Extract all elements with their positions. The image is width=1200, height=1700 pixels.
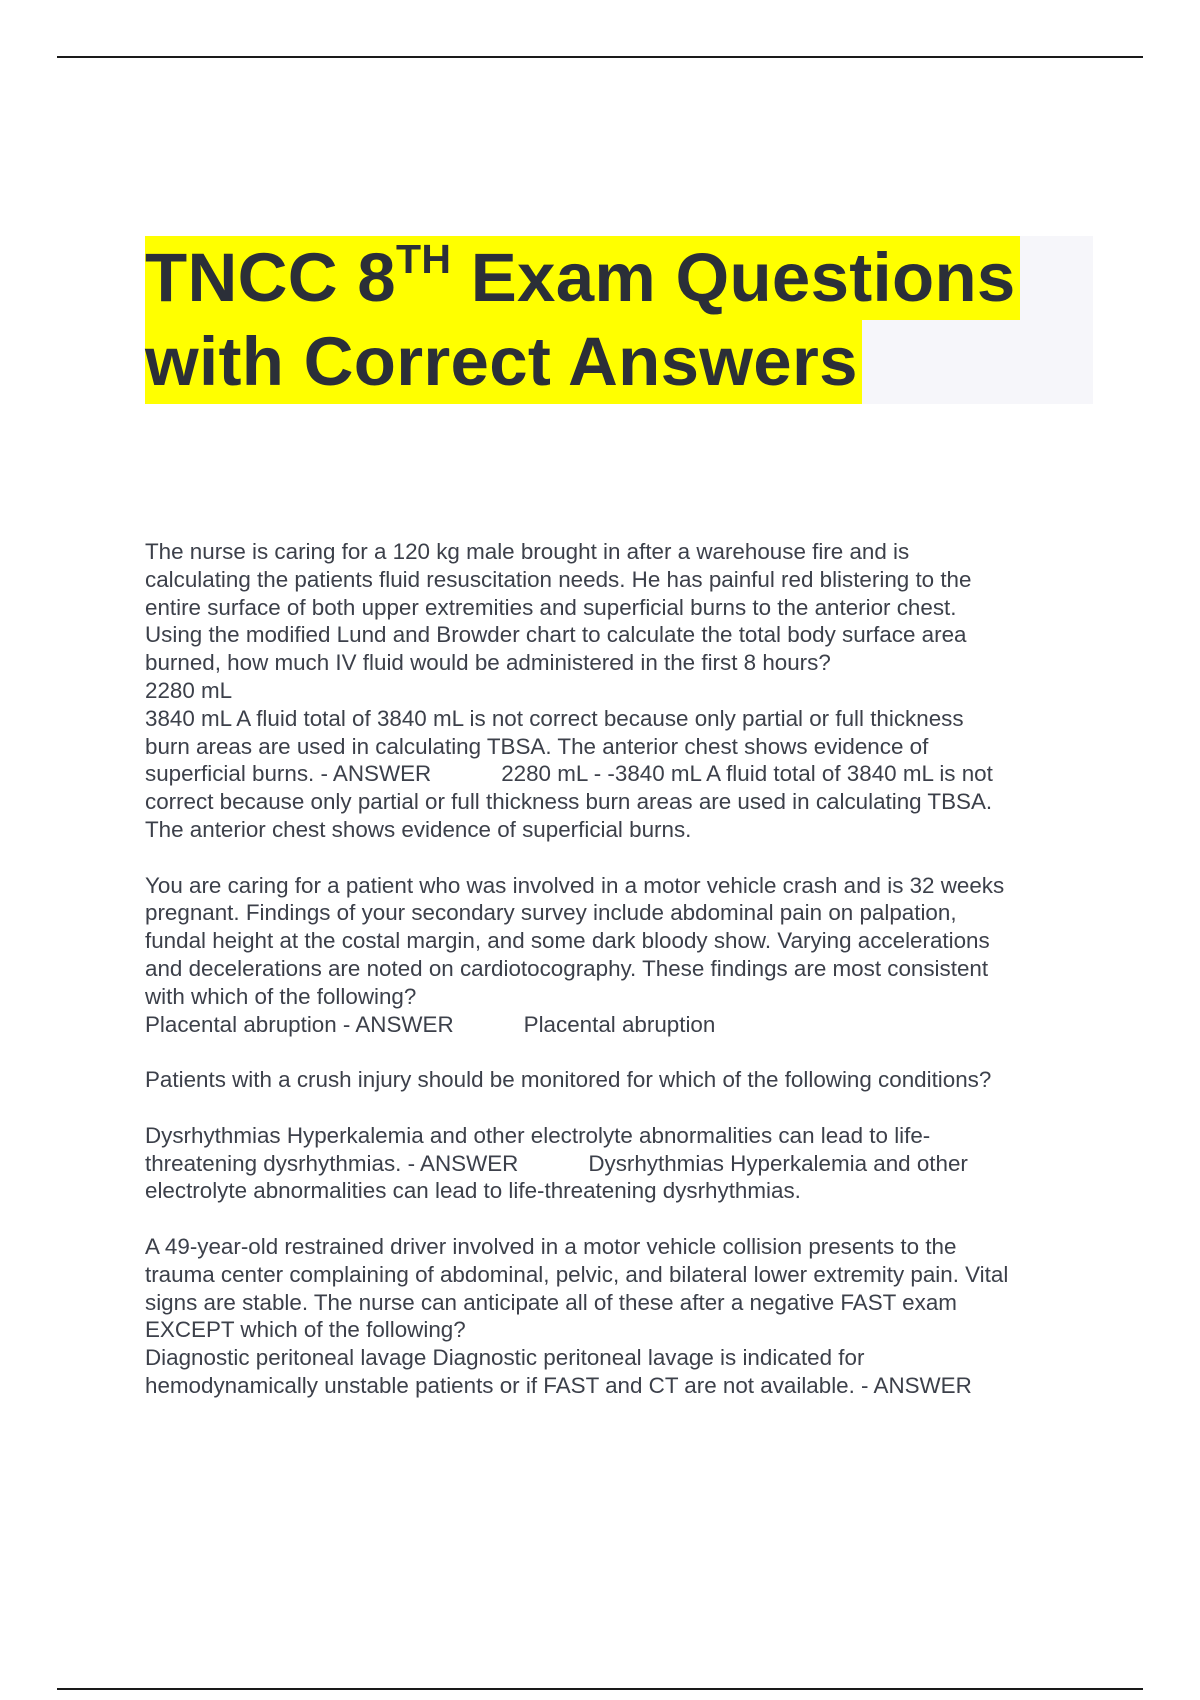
answer-line [145,1011,1085,1039]
answer-marker: threatening dysrhythmias. - ANSWER [145,1150,519,1176]
bottom-rule [57,1688,1143,1690]
answer-marker: superficial burns. - ANSWER [145,761,432,787]
answer-line [145,760,1085,788]
document-title-line-2: with Correct Answers [145,320,862,404]
title-rest: Exam Questions [451,239,1016,316]
qa-item [145,872,1085,1039]
text-line: EXCEPT which of the following? [145,1317,466,1343]
text-line: Dysrhythmias Hyperkalemia and other electrolyte abnormalities can lead to life- [145,1122,931,1148]
title-superscript: TH [395,236,452,282]
top-rule [57,56,1143,58]
text-line: A 49-year-old restrained driver involved in a motor vehicle collision presents to the [145,1233,957,1259]
answer-text: Dysrhythmias Hyperkalemia and other [588,1150,968,1176]
text-line: with which of the following? [145,983,417,1009]
answer-text: 2280 mL - -3840 mL A fluid total of 3840 mL is not [501,761,993,787]
text-line: Diagnostic peritoneal lavage Diagnostic peritoneal lavage is indicated for [145,1345,865,1371]
text-line: Using the modified Lund and Browder chart to calculate the total body surface area [145,622,967,648]
document-title-line-1 [145,236,1020,320]
qa-content [145,538,1085,1428]
text-line: 3840 mL A fluid total of 3840 mL is not correct because only partial or full thickness [145,705,964,731]
text-line: signs are stable. The nurse can anticipate all of these after a negative FAST exam [145,1289,957,1315]
text-line: Patients with a crush injury should be monitored for which of the following conditions? [145,1067,992,1093]
text-line: electrolyte abnormalities can lead to life-threatening dysrhythmias. [145,1178,801,1204]
text-line: burned, how much IV fluid would be administered in the first 8 hours? [145,650,831,676]
answer-line [145,1150,1085,1178]
text-line: hemodynamically unstable patients or if FAST and CT are not available. - ANSWER [145,1372,972,1398]
qa-item [145,1066,1085,1205]
answer-text: Placental abruption [523,1011,716,1037]
text-line: and decelerations are noted on cardiotocography. These findings are most consistent [145,955,989,981]
text-line: pregnant. Findings of your secondary survey include abdominal pain on palpation, [145,900,957,926]
text-line: The nurse is caring for a 120 kg male brought in after a warehouse fire and is [145,539,910,564]
title-main: TNCC 8 [145,239,396,316]
text-line: The anterior chest shows evidence of superficial burns. [145,816,692,842]
text-line: 2280 mL [145,677,233,703]
text-line: correct because only partial or full thickness burn areas are used in calculating TBSA. [145,789,993,815]
qa-item [145,1233,1085,1400]
text-line: fundal height at the costal margin, and some dark bloody show. Varying accelerations [145,928,990,954]
text-line: entire surface of both upper extremities and superficial burns to the anterior chest. [145,594,957,620]
text-line: burn areas are used in calculating TBSA. The anterior chest shows evidence of [145,733,929,759]
title-block [145,236,1093,404]
answer-marker: Placental abruption - ANSWER [145,1011,454,1037]
text-line: calculating the patients fluid resuscitation needs. He has painful red blistering to the [145,566,972,592]
qa-item [145,538,1085,844]
text-line: You are caring for a patient who was involved in a motor vehicle crash and is 32 weeks [145,872,1005,898]
text-line: trauma center complaining of abdominal, pelvic, and bilateral lower extremity pain. Vital [145,1261,1009,1287]
